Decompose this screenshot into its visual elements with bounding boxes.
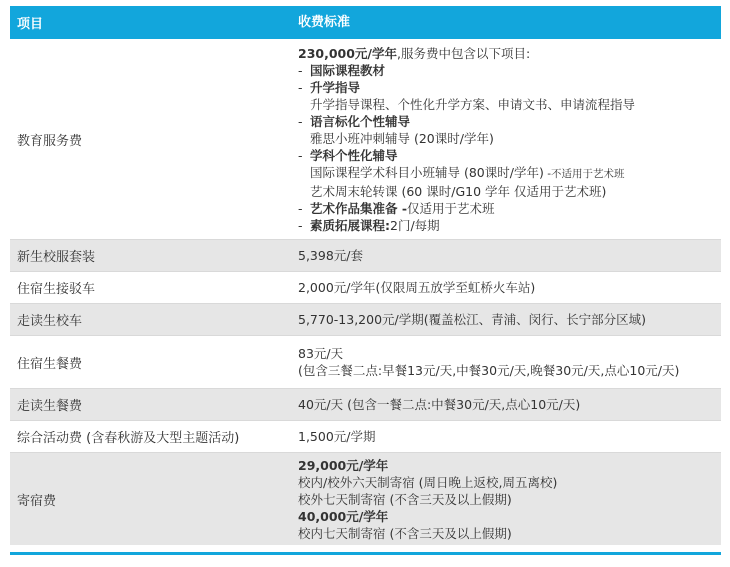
price: 230,000元/学年 xyxy=(298,45,397,61)
value-line: (包含三餐二点:早餐13元/天,中餐30元/天,晚餐30元/天,点心10元/天) xyxy=(298,363,680,378)
table-row xyxy=(10,389,721,421)
row-label: 住宿生接驳车 xyxy=(17,282,96,297)
row-label: 走读生校车 xyxy=(17,314,83,329)
row-value: 40元/天 (包含一餐二点:中餐30元/天,点心10元/天) xyxy=(298,397,581,412)
row-value xyxy=(290,39,721,239)
intro-text: ,服务费中包含以下项目: xyxy=(397,45,531,61)
table-header xyxy=(10,6,721,39)
row-value: 1,500元/学期 xyxy=(298,429,376,444)
dash: - xyxy=(298,62,303,78)
list-item xyxy=(298,62,721,79)
row-value xyxy=(290,336,721,388)
value-line: 校内/校外六天制寄宿 (周日晚上返校,周五离校) xyxy=(298,474,558,490)
row-label: 教育服务费 xyxy=(17,133,83,149)
dash: - xyxy=(298,113,303,129)
row-label: 综合活动费 (含春秋游及大型主题活动) xyxy=(17,431,240,446)
list-item xyxy=(298,147,721,164)
detail-note: -不适用于艺术班 xyxy=(543,167,625,180)
list-item-title: 升学指导 xyxy=(310,79,361,95)
table-row xyxy=(10,39,721,240)
list-item-title: 语言标化个性辅导 xyxy=(310,113,411,129)
value-line: 校内七天制寄宿 (不含三天及以上假期) xyxy=(298,525,512,541)
detail-text: 2门/每期 xyxy=(390,217,440,233)
dash: - xyxy=(298,79,303,95)
price: 40,000元/学年 xyxy=(298,508,389,524)
table-row xyxy=(10,421,721,453)
dash: - xyxy=(298,217,303,233)
header-standard: 收费标准 xyxy=(298,15,351,30)
value-line: 校外七天制寄宿 (不含三天及以上假期) xyxy=(298,491,512,507)
bottom-rule xyxy=(10,552,721,555)
value-line: 83元/天 xyxy=(298,346,344,361)
table-row xyxy=(10,336,721,389)
list-item xyxy=(298,217,721,234)
dash: - xyxy=(298,200,303,216)
list-item-title: 素质拓展课程: xyxy=(310,217,390,233)
list-item-detail: 艺术周末轮转课 (60 课时/G10 学年 仅适用于艺术班) xyxy=(310,183,607,199)
list-item-detail: 升学指导课程、个性化升学方案、申请文书、申请流程指导 xyxy=(310,96,636,112)
row-value xyxy=(290,453,721,545)
list-item xyxy=(298,113,721,130)
fee-table xyxy=(10,6,721,545)
table-row xyxy=(10,453,721,545)
list-item-detail xyxy=(298,164,721,183)
detail-text: 仅适用于艺术班 xyxy=(407,200,495,216)
list-item xyxy=(298,200,721,217)
list-item xyxy=(298,79,721,96)
dash: - xyxy=(298,147,303,163)
row-value: 5,398元/套 xyxy=(298,248,363,263)
list-item-detail: 雅思小班冲刺辅导 (20课时/学年) xyxy=(310,130,494,146)
list-item-title: 学科个性化辅导 xyxy=(310,147,398,163)
row-label: 走读生餐费 xyxy=(17,399,83,414)
row-label: 住宿生餐费 xyxy=(17,356,83,372)
row-label: 新生校服套装 xyxy=(17,250,96,265)
price: 29,000元/学年 xyxy=(298,457,389,473)
row-value: 2,000元/学年(仅限周五放学至虹桥火车站) xyxy=(298,280,536,295)
detail-text: 国际课程学术科目小班辅导 (80课时/学年) xyxy=(310,164,544,180)
list-item-title: 国际课程教材 xyxy=(310,62,386,78)
header-item: 项目 xyxy=(17,17,44,32)
row-label: 寄宿费 xyxy=(17,493,57,509)
table-row xyxy=(10,272,721,304)
table-row xyxy=(10,240,721,272)
row-value: 5,770-13,200元/学期(覆盖松江、青浦、闵行、长宁部分区域) xyxy=(298,312,646,327)
list-item-title: 艺术作品集准备 - xyxy=(310,200,408,216)
table-row xyxy=(10,304,721,336)
